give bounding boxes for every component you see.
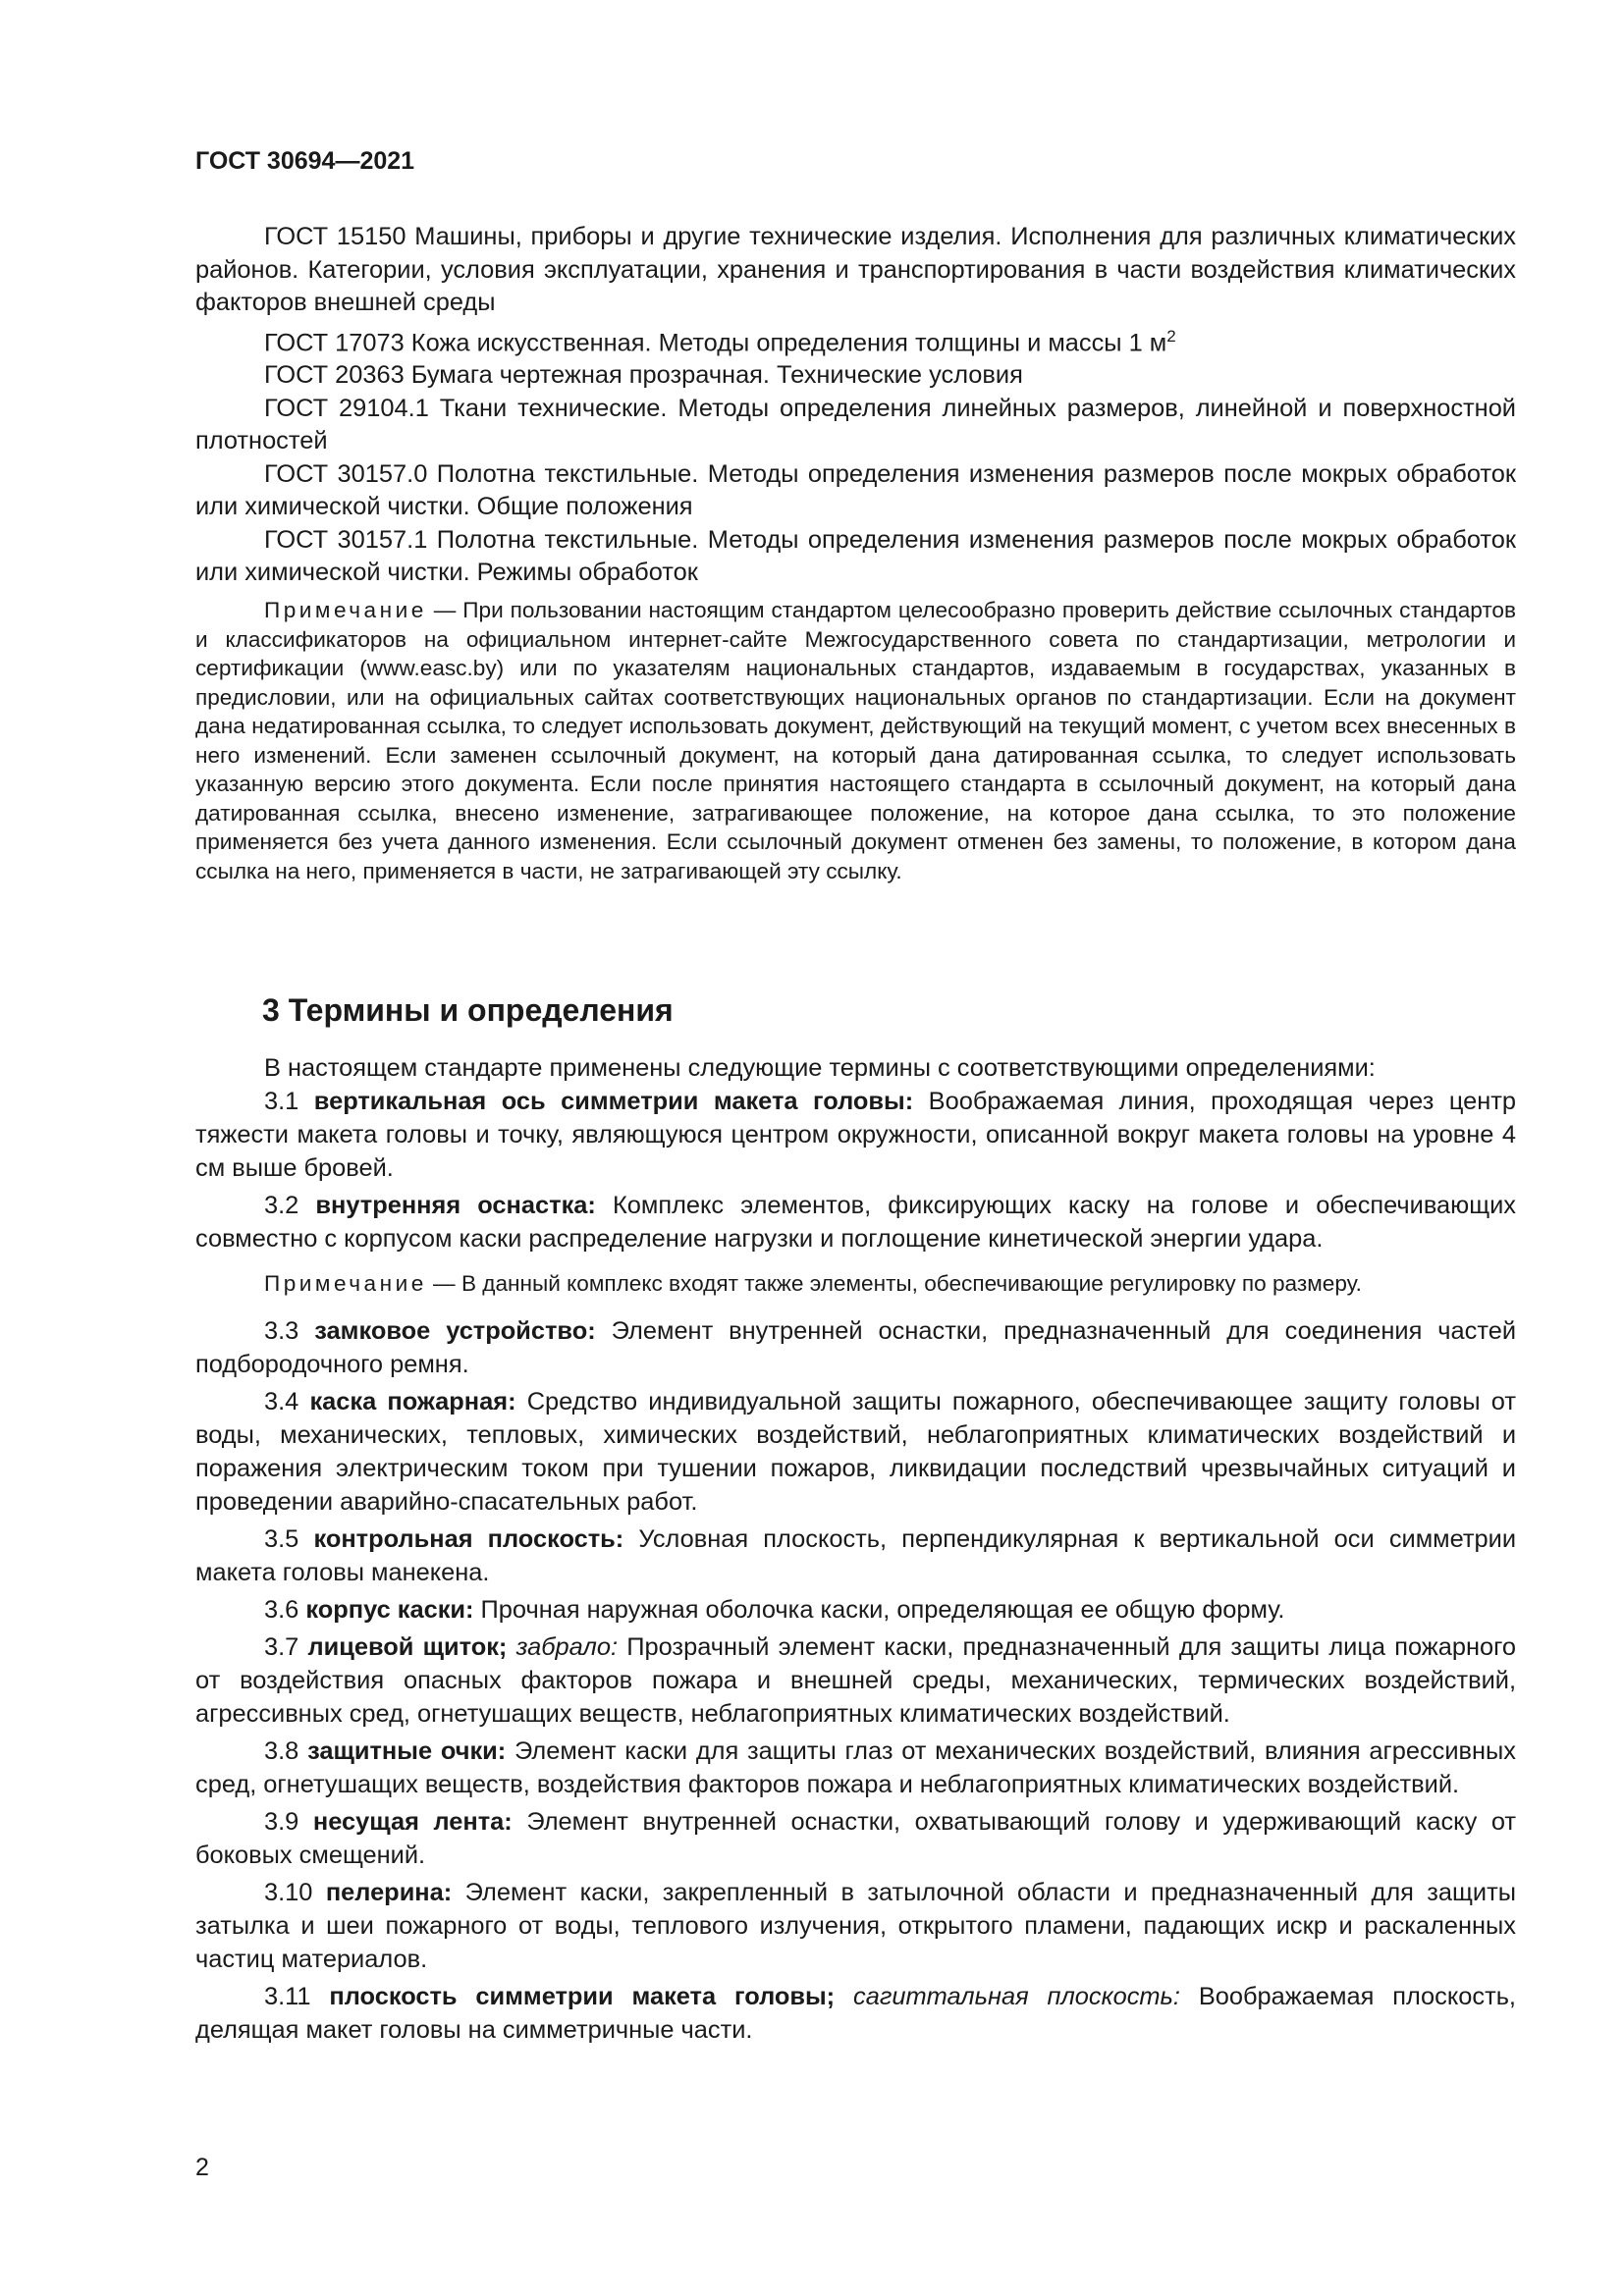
note-text: В данный комплекс входят также элементы, обеспечивающие регулировку по размеру. — [460, 1271, 1362, 1296]
term-name: пелерина: — [325, 1879, 453, 1906]
term-synonym: забрало: — [515, 1633, 618, 1661]
term-name: лицевой щиток; — [307, 1633, 508, 1661]
document-header: ГОСТ 30694—2021 — [195, 147, 415, 175]
term-name: несущая лента: — [312, 1808, 513, 1836]
reference-item: ГОСТ 20363 Бумага чертежная прозрачная. Технические условия — [264, 361, 1023, 390]
note-label: Примечание — [264, 1271, 427, 1296]
reference-item: ГОСТ 15150 Машины, приборы и другие технические изделия. Исполнения для различных климатических районов. Категории, условия эксплуатации, хранения и транспортирования в части воздействия климатических факторов внешней среды — [195, 223, 1516, 316]
term-entry: 3.11 плоскость симметрии макета головы; сагиттальная плоскость: Воображаемая плоскость, делящая макет головы на симметричные части. — [195, 1983, 1516, 2044]
page-number: 2 — [195, 2154, 209, 2181]
term-name: защитные очки: — [307, 1737, 507, 1765]
term-name: каска пожарная: — [309, 1388, 516, 1415]
term-entry: 3.6 корпус каски: Прочная наружная оболочка каски, определяющая ее общую форму. — [264, 1596, 1285, 1624]
term-name: вертикальная ось симметрии макета головы: — [313, 1088, 914, 1115]
term-name: внутренняя оснастка: — [315, 1192, 596, 1219]
reference-item: ГОСТ 17073 Кожа искусственная. Методы определения толщины и массы 1 $м^2$ — [264, 326, 1176, 356]
note-text: При пользовании настоящим стандартом целесообразно проверить действие ссылочных стандартов и классификаторов на официальном интернет-сайте Межгосударственного совета по стандартизации, метрологии и сертификации (www.easc.by) или по указателям национальных стандартов, издаваемым в государствах, указанных в предисловии, или на официальных сайтах соответствующих национальных органов по стандартизации. Если на документ дана недатированная ссылка, то следует использовать документ, действующий на текущий момент, с учетом всех внесенных в него изменений. Если заменен ссылочный документ, на который дана датированная ссылка, то следует использовать указанную версию этого документа. Если после принятия настоящего стандарта в ссылочный документ, на который дана датированная ссылка, внесено изменение, затрагивающее положение, на которое дана ссылка, то это положение применяется без учета данного изменения. Если ссылочный документ отменен без замены, то положение, в котором дана ссылка на него, применяется в части, не затрагивающей эту ссылку. — [195, 598, 1516, 883]
term-entry: 3.7 лицевой щиток; забрало: Прозрачный элемент каски, предназначенный для защиты лица пожарного от воздействия опасных факторов пожара и внешней среды, механических, термических воздействий, агрессивных сред, огнетушащих веществ, неблагоприятных климатических воздействий. — [195, 1633, 1516, 1728]
reference-item: ГОСТ 30157.1 Полотна текстильные. Методы определения изменения размеров после мокрых обработок или химической чистки. Режимы обработок — [195, 525, 1516, 587]
reference-item: ГОСТ 30157.0 Полотна текстильные. Методы определения изменения размеров после мокрых обработок или химической чистки. Общие положения — [195, 459, 1516, 521]
term-entry: 3.5 контрольная плоскость: Условная плоскость, перпендикулярная к вертикальной оси симметрии макета головы манекена. — [195, 1525, 1516, 1586]
term-note: Примечание — В данный комплекс входят также элементы, обеспечивающие регулировку по размеру. — [264, 1271, 1362, 1296]
terms-list — [195, 1051, 1516, 2047]
term-entry: 3.3 замковое устройство: Элемент внутренней оснастки, предназначенный для соединения частей подбородочного ремня. — [195, 1317, 1516, 1378]
references-note: Примечание — При пользовании настоящим стандартом целесообразно проверить действие ссылочных стандартов и классификаторов на официальном интернет-сайте Межгосударственного совета по стандартизации, метрологии и сертификации (www.easc.by) или по указателям национальных стандартов, издаваемым в государствах, указанных в предисловии, или на официальных сайтах соответствующих национальных органов по стандартизации. Если на документ дана недатированная ссылка, то следует использовать документ, действующий на текущий момент, с учетом всех внесенных в него изменений. Если заменен ссылочный документ, на который дана датированная ссылка, то следует использовать указанную версию этого документа. Если после принятия настоящего стандарта в ссылочный документ, на который дана датированная ссылка, внесено изменение, затрагивающее положение, на которое дана ссылка, то это положение применяется без учета данного изменения. Если ссылочный документ отменен без замены, то положение, в котором дана ссылка на него, применяется в части, не затрагивающей эту ссылку. — [195, 598, 1516, 883]
section-title: 3 Термины и определения — [262, 992, 674, 1028]
term-entry: 3.10 пелерина: Элемент каски, закрепленный в затылочной области и предназначенный для защиты затылка и шеи пожарного от воды, теплового излучения, открытого пламени, падающих искр и раскаленных частиц материалов. — [195, 1879, 1516, 1973]
term-entry: 3.1 вертикальная ось симметрии макета головы: Воображаемая линия, проходящая через центр тяжести макета головы и точку, являющуюся центром окружности, описанной вокруг макета головы на уровне 4 см выше бровей. — [195, 1088, 1516, 1182]
term-entry: 3.2 внутренняя оснастка: Комплекс элементов, фиксирующих каску на голове и обеспечивающих совместно с корпусом каски распределение нагрузки и поглощение кинетической энергии удара. — [195, 1192, 1516, 1253]
reference-item: ГОСТ 29104.1 Ткани технические. Методы определения линейных размеров, линейной и поверхностной плотностей — [195, 394, 1516, 455]
note-label: Примечание — [264, 598, 427, 622]
term-synonym: сагиттальная плоскость: — [853, 1983, 1180, 2010]
term-entry: 3.4 каска пожарная: Средство индивидуальной защиты пожарного, обеспечивающее защиту головы от воды, механических, тепловых, химических воздействий, неблагоприятных климатических воздействий и поражения электрическим током при тушении пожаров, ликвидации последствий чрезвычайных ситуаций и проведении аварийно-спасательных работ. — [195, 1388, 1516, 1516]
term-entry: 3.8 защитные очки: Элемент каски для защиты глаз от механических воздействий, влияния агрессивных сред, огнетушащих веществ, воздействия факторов пожара и неблагоприятных климатических воздействий. — [195, 1737, 1516, 1798]
section-intro: В настоящем стандарте применены следующие термины с соответствующими определениями: — [264, 1054, 1376, 1082]
term-name: замковое устройство: — [314, 1317, 596, 1345]
term-entry: 3.9 несущая лента: Элемент внутренней оснастки, охватывающий голову и удерживающий каску от боковых смещений. — [195, 1808, 1517, 1869]
term-name: корпус каски: — [305, 1596, 474, 1624]
term-name: контрольная плоскость: — [313, 1525, 624, 1553]
term-name: плоскость симметрии макета головы; — [329, 1983, 836, 2010]
normative-references-list — [195, 221, 1516, 590]
